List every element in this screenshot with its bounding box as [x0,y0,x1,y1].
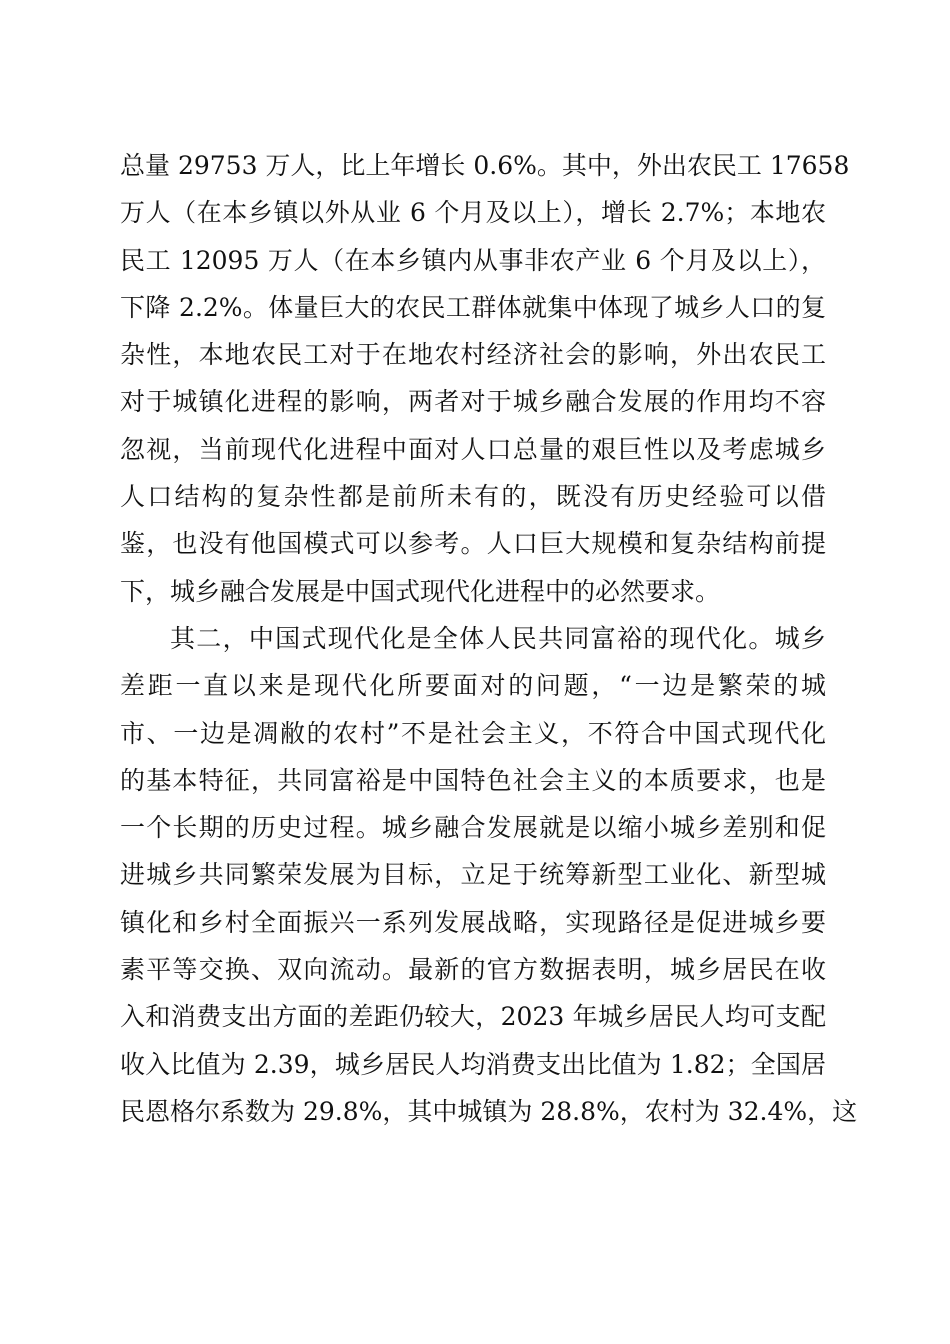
text-line: 人口结构的复杂性都是前所未有的，既没有历史经验可以借 [120,482,826,512]
paragraph-1 [120,142,850,615]
text-line: 对于城镇化进程的影响，两者对于城乡融合发展的作用均不容 [120,387,826,417]
text-line: 下降 2.2%。体量巨大的农民工群体就集中体现了城乡人口的复 [120,292,826,322]
text-line: 差距一直以来是现代化所要面对的问题，“一边是繁荣的城 [120,671,826,701]
text-line: 一个长期的历史过程。城乡融合发展就是以缩小城乡差别和促 [120,813,826,843]
text-line: 入和消费支出方面的差距仍较大，2023 年城乡居民人均可支配 [120,1002,826,1032]
text-line: 下，城乡融合发展是中国式现代化进程中的必然要求。 [120,576,721,606]
text-line: 万人（在本乡镇以外从业 6 个月及以上），增长 2.7%；本地农 [120,198,826,228]
text-line: 鉴，也没有他国模式可以参考。人口巨大规模和复杂结构前提 [120,529,826,559]
text-line: 忽视，当前现代化进程中面对人口总量的艰巨性以及考虑城乡 [120,434,826,464]
text-line: 总量 29753 万人，比上年增长 0.6%。其中，外出农民工 17658 [120,151,850,180]
paragraph-2 [120,615,858,1135]
text-line: 民工 12095 万人（在本乡镇内从事非农产业 6 个月及以上）， [120,245,826,275]
text-line: 的基本特征，共同富裕是中国特色社会主义的本质要求，也是 [120,765,826,795]
text-line: 民恩格尔系数为 29.8%，其中城镇为 28.8%，农村为 32.4%，这 [120,1096,858,1126]
text-line: 杂性，本地农民工对于在地农村经济社会的影响，外出农民工 [120,340,826,370]
text-line: 收入比值为 2.39，城乡居民人均消费支出比值为 1.82；全国居 [120,1049,826,1079]
text-line: 进城乡共同繁荣发展为目标，立足于统筹新型工业化、新型城 [120,860,826,890]
text-line: 其二，中国式现代化是全体人民共同富裕的现代化。城乡 [170,623,826,653]
text-line: 镇化和乡村全面振兴一系列发展战略，实现路径是促进城乡要 [120,907,826,937]
text-line: 素平等交换、双向流动。最新的官方数据表明，城乡居民在收 [120,955,826,985]
body-text [120,142,858,1135]
text-line: 市、一边是凋敝的农村”不是社会主义，不符合中国式现代化 [120,718,826,748]
